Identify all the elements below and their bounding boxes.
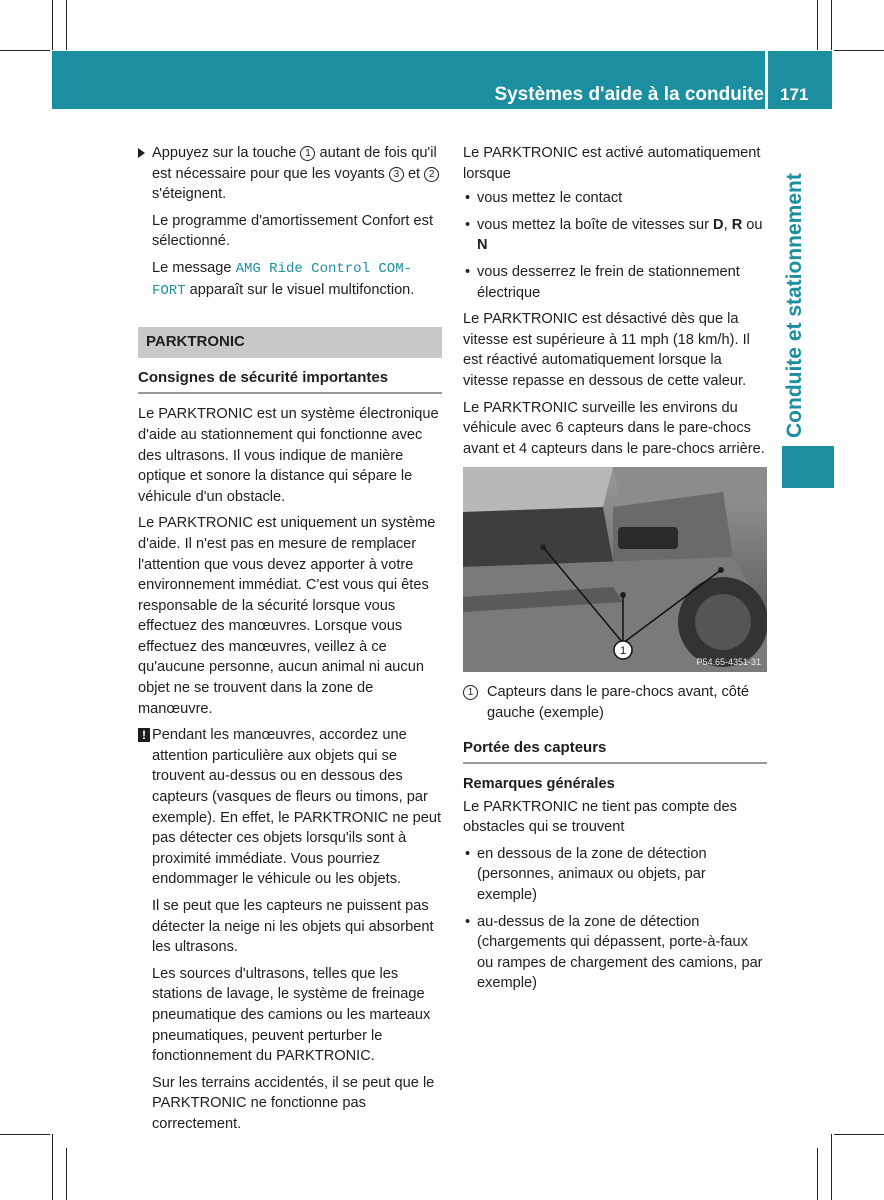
warning-note [138,725,442,890]
warning-text: Pendant les manœuvres, accordez une attention particulière aux objets qui se trouvent au-dessus ou en dessous des capteurs (vasques de fleurs ou timons, par exemple). En effet, le PARKTRONIC ne peut pas détecter ces objets lorsqu'ils sont à proximité immédiate. Vous pourriez endommager le véhicule ou les objets. [152,727,442,888]
crop-mark [817,0,818,50]
gear-n: N [477,237,488,254]
list-item [463,215,767,256]
paragraph: Le PARKTRONIC ne tient pas compte des obstacles qui se trouvent [463,798,737,836]
gear-d: D [713,216,724,233]
step-text: Appuyez sur la touche [152,145,301,161]
crop-mark [66,1148,67,1200]
paragraph: Le PARKTRONIC est un système électronique d'aide au stationnement qui fonctionne avec des ultrasons. Il vous indique de manière optique et sonore la distance qui sépare le véhicule d'un obstacle. [138,406,439,505]
crop-mark [52,0,53,50]
crop-mark [834,1134,884,1135]
side-chapter-title: Conduite et stationnement [783,173,806,438]
page-number: 171 [780,85,809,104]
paragraph: Le PARKTRONIC est désactivé dès que la vitesse est supérieure à 11 mph (18 km/h). Il est réactivé automatiquement lorsque la vitesse repasse en dessous de cette valeur. [463,311,750,389]
list-item: • au-dessus de la zone de détection (chargements qui dépassent, porte-à-faux ou rampes de chargement des camions, par exemple) [463,912,767,994]
crop-mark [831,0,832,50]
message-text: apparaît sur le visuel multifonction. [185,281,415,298]
header-separator [765,51,768,109]
arrow-icon [138,148,145,158]
bumper-illustration [463,467,767,672]
warning-text: Sur les terrains accidentés, il se peut que le PARKTRONIC ne fonctionne pas correctement. [152,1074,435,1132]
crop-mark [52,1134,53,1200]
gear-r: R [731,216,743,233]
crop-mark [0,50,50,51]
separator-text: ou [742,216,763,233]
figure-caption [463,682,767,723]
message-text: Le message [152,259,236,276]
list-item: • en dessous de la zone de détection (personnes, animaux ou objets, par exemple) [463,844,767,906]
subsection-heading: Portée des capteurs [463,738,767,765]
paragraph: Le PARKTRONIC est activé automatiquement lorsque [463,145,761,182]
crop-mark [817,1148,818,1200]
paragraph: Le PARKTRONIC surveille les environs du véhicule avec 6 capteurs dans le pare-chocs avant et 4 capteurs dans le pare-chocs arrière. [463,399,765,457]
callout-2-icon: 2 [424,167,439,182]
callout-label: 1 [619,645,627,658]
warning-text: Les sources d'ultrasons, telles que les stations de lavage, le système de freinage pneumatique des camions ou les marteaux pneumatiques, peuvent perturber le fonctionnement du PARKTRONIC. [152,965,431,1065]
separator-text: , [723,216,732,233]
warning-icon: ! [138,728,150,742]
step-text: s'éteignent. [152,186,227,203]
right-column [463,143,767,1000]
crop-mark [66,0,67,50]
warning-text: Il se peut que les capteurs ne puissent pas détecter la neige ni les objets qui absorbent les ultrasons. [152,898,434,956]
side-tab-marker [782,446,834,488]
list-item: • vous mettez le contact [463,188,767,209]
step-result: Le programme d'amortissement Confort est sélectionné. [152,212,433,250]
crop-mark [831,1134,832,1200]
subsection-heading: Consignes de sécurité importantes [138,368,442,395]
callout-1-icon: 1 [463,685,478,700]
crop-mark [0,1134,50,1135]
crop-mark [834,50,884,51]
paragraph: Le PARKTRONIC est uniquement un système d'aide. Il n'est pas en mesure de remplacer l'attention que vous devez apporter à votre environnement immédiat. C'est vous qui êtes responsable de la sécurité lorsque vous effectuez des manœuvres. Lorsque vous effectuez des manœuvres, veillez à ce qu'aucune personne, aucun animal ni aucun objet ne se trouvent dans la zone de manœuvre. [138,515,436,717]
step-text: et [403,165,425,182]
callout-1-icon: 1 [300,146,315,161]
callout-3-icon: 3 [389,167,404,182]
list-item-text: vous mettez la boîte de vitesses sur [477,216,714,233]
bumper-sensor-photo [463,467,767,672]
step-message [138,258,442,301]
left-column [138,143,442,1141]
header-title: Systèmes d'aide à la conduite [494,84,764,105]
display-message: AMG Ride Control COM-FORT [152,260,412,299]
caption-text: Capteurs dans le pare-chocs avant, côté gauche (exemple) [487,684,750,721]
section-title: PARKTRONIC [138,327,442,358]
step-text: autant de fois qu'il est nécessaire pour que les voyants [152,145,437,182]
list-item: • vous desserrez le frein de stationnement électrique [463,262,767,303]
figure-reference: P54.65-4351-31 [696,657,761,668]
sub-subsection-heading: Remarques générales [463,776,615,793]
instruction-step [138,143,442,205]
